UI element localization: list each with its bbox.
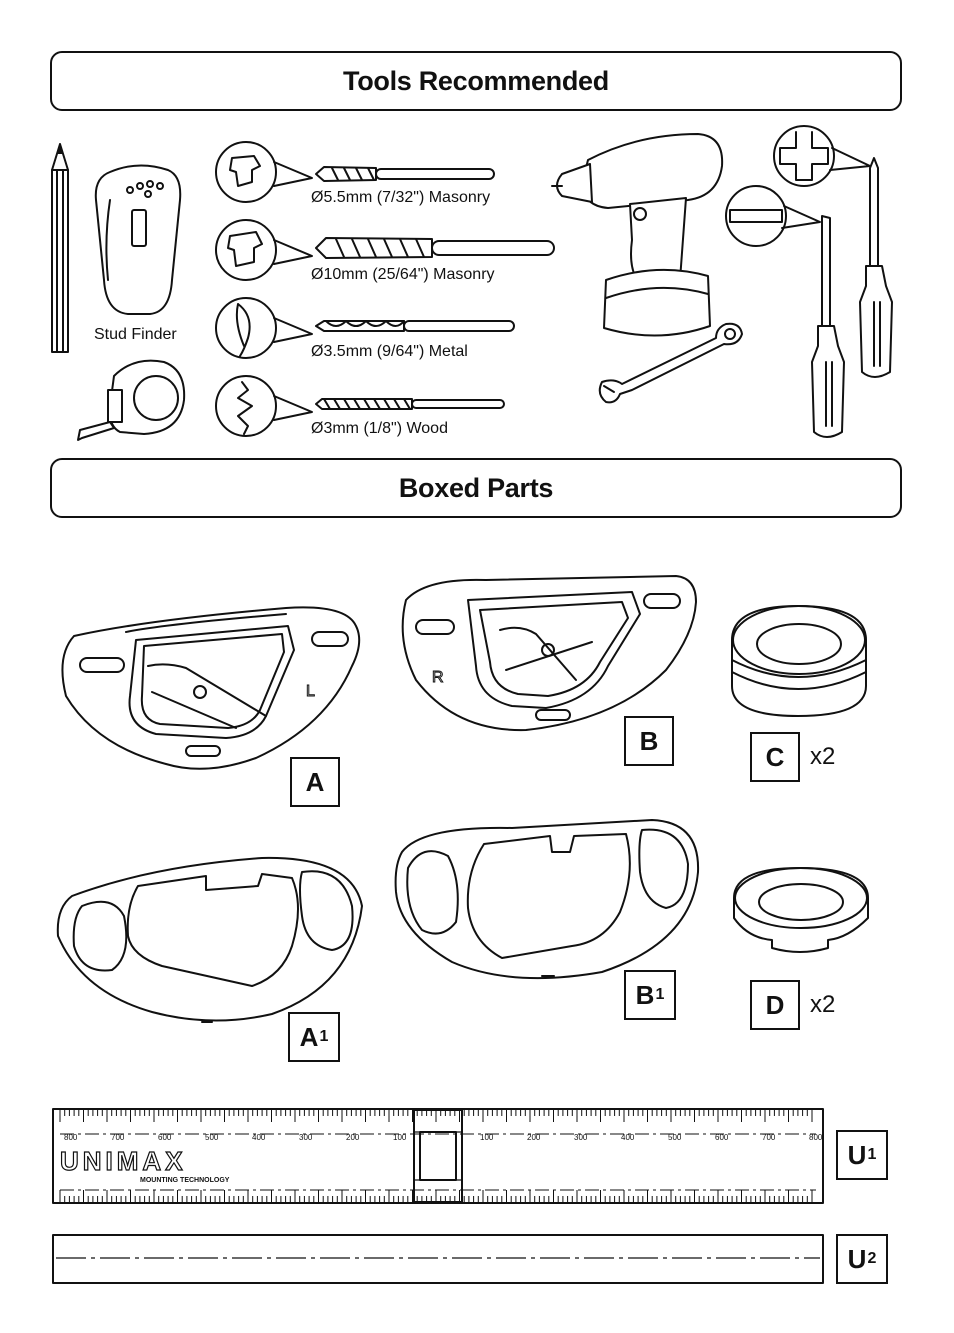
part-b-bracket-icon <box>396 570 702 740</box>
tools-recommended-header <box>50 51 902 111</box>
masonry-bit-small-icon <box>312 164 498 184</box>
part-b1-label <box>624 970 676 1020</box>
part-u2-subscript: 2 <box>867 1250 877 1267</box>
ruler-strip-u2 <box>52 1234 824 1284</box>
part-b1-letter: B <box>635 979 655 1010</box>
ruler-scale-label: 300 <box>574 1133 588 1142</box>
ruler-scale-label: 100 <box>480 1133 494 1142</box>
bit-label-wood: Ø3mm (1/8") Wood <box>311 420 448 437</box>
part-a1-subscript: 1 <box>319 1028 329 1045</box>
part-b-letter: B <box>639 725 659 756</box>
boxed-parts-title: Boxed Parts <box>398 472 554 503</box>
part-u1-letter: U <box>847 1139 867 1170</box>
ruler-scale-label: 200 <box>346 1133 360 1142</box>
ruler-scale-label: 800 <box>64 1133 78 1142</box>
ruler-scale-label: 200 <box>527 1133 541 1142</box>
part-d-quantity: x2 <box>810 991 836 1018</box>
ruler-scale-label: 500 <box>205 1133 219 1142</box>
tools-recommended-title: Tools Recommended <box>343 65 609 96</box>
part-a1-label <box>288 1012 340 1062</box>
ruler-scale-label: 400 <box>621 1133 635 1142</box>
bit-profiles-icon <box>214 142 314 442</box>
bit-label-metal: Ø3.5mm (9/64") Metal <box>311 343 468 360</box>
flat-screwdriver-icon <box>724 186 844 442</box>
part-u2-letter: U <box>847 1243 867 1274</box>
part-c-quantity: x2 <box>810 743 836 770</box>
stud-finder-label: Stud Finder <box>94 326 177 343</box>
ruler-scale-label: 500 <box>668 1133 682 1142</box>
ruler-scale-label: 800 <box>809 1133 823 1142</box>
part-u1-label <box>836 1130 888 1180</box>
wood-bit-icon <box>312 396 508 412</box>
ruler-template-u1 <box>52 1108 824 1204</box>
ruler-brand: UNIMAX <box>60 1146 187 1176</box>
ruler-scale-label: 100 <box>393 1133 407 1142</box>
part-b1-plate-icon <box>392 812 704 988</box>
part-a-letter: A <box>305 766 325 797</box>
part-d-spacer-icon <box>728 862 874 958</box>
pencil-icon <box>48 140 72 356</box>
tape-measure-icon <box>74 356 190 446</box>
part-u2-label <box>836 1234 888 1284</box>
bit-label-masonry-small: Ø5.5mm (7/32") Masonry <box>311 189 491 206</box>
boxed-parts-header <box>50 458 902 518</box>
power-drill-icon <box>548 130 728 342</box>
part-a-side-mark: L <box>306 683 315 700</box>
part-b-label <box>624 716 674 766</box>
part-a1-plate-icon <box>52 846 368 1026</box>
part-b-side-mark: R <box>432 669 444 686</box>
ruler-scale-label: 600 <box>715 1133 729 1142</box>
bit-label-masonry-large: Ø10mm (25/64") Masonry <box>311 266 495 283</box>
ruler-scale-label: 300 <box>299 1133 313 1142</box>
ruler-scale-label: 400 <box>252 1133 266 1142</box>
part-c-spacer-icon <box>724 600 874 720</box>
part-c-label <box>750 732 800 782</box>
part-a1-letter: A <box>299 1021 319 1052</box>
part-d-letter: D <box>765 989 785 1020</box>
part-c-letter: C <box>765 741 785 772</box>
ruler-scale-label: 600 <box>158 1133 172 1142</box>
stud-finder-icon <box>90 160 186 320</box>
masonry-bit-large-icon <box>312 236 558 260</box>
part-b1-subscript: 1 <box>655 986 665 1003</box>
part-d-label <box>750 980 800 1030</box>
ruler-scale-label: 700 <box>762 1133 776 1142</box>
part-u1-subscript: 1 <box>867 1146 877 1163</box>
metal-bit-icon <box>312 318 518 334</box>
ruler-tagline: MOUNTING TECHNOLOGY <box>140 1177 230 1184</box>
part-a-bracket-icon <box>56 596 366 776</box>
part-a-label <box>290 757 340 807</box>
ruler-scale-label: 700 <box>111 1133 125 1142</box>
